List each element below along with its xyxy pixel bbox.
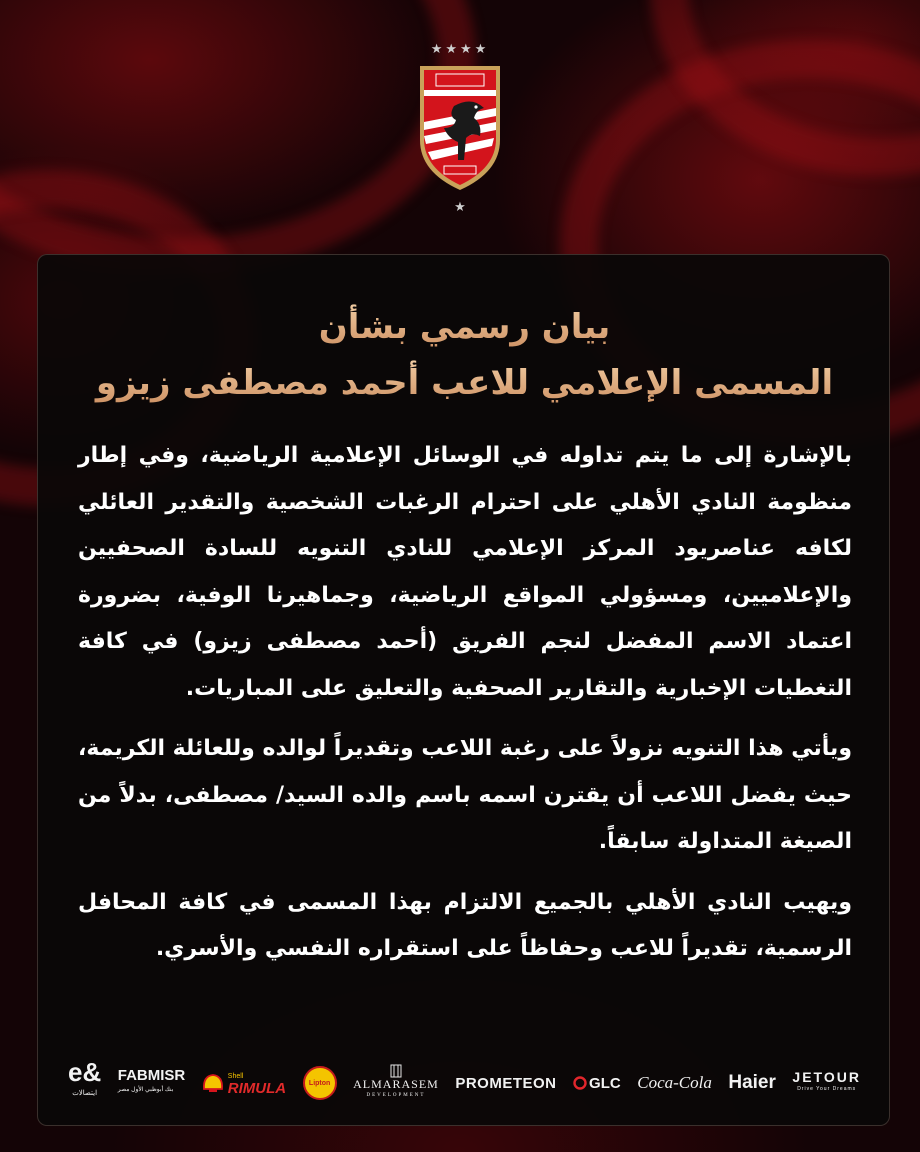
shell-top: Shell [227, 1073, 244, 1080]
sponsor-fabmisr-logo [118, 1068, 186, 1098]
sponsor-shell-rimula-logo [202, 1071, 286, 1095]
almarasem-name: ALMARASEM [353, 1077, 439, 1091]
almarasem-sub: DEVELOPMENT [366, 1093, 426, 1098]
lipton-name: Lipton [308, 1079, 331, 1087]
cocacola-name: Coca-Cola [637, 1073, 712, 1092]
club-crest [410, 42, 510, 217]
statement-title [38, 299, 891, 411]
crest-stars-top: ★★★★ [430, 42, 490, 57]
rimula-name: RIMULA [227, 1080, 287, 1097]
sponsor-glc-logo [573, 1075, 621, 1092]
sponsor-strip [68, 1057, 861, 1103]
paragraph-1: بالإشارة إلى ما يتم تداوله في الوسائل الإعلامية الرياضية، وفي إطار منظومة النادي الأهلي على احترام الرغبات الشخصية والتقدير العائلي لكافه عناصريود المركز الإعلامي للنادي التنويه للسادة الصحفيين والإعلاميين، ومسؤولي المواقع الرياضية، وجماهيرنا الوفية، بضرورة اعتماد الاسم المفضل لنجم الفريق (أحمد مصطفى زيزو) في كافة التغطيات الإخبارية والتقارير الصحفية والتعليق على المباريات. [78, 443, 852, 701]
sponsor-cocacola-logo [637, 1073, 712, 1093]
paragraph-3: ويهيب النادي الأهلي بالجميع الالتزام بهذا المسمى في كافة المحافل الرسمية، تقديراً للاعب وحفاظاً على استقراره النفسي والأسري. [78, 889, 852, 961]
jetour-sub: Drive Your Dreams [797, 1086, 857, 1092]
title-line-2: المسمى الإعلامي للاعب أحمد مصطفى زيزو [38, 355, 891, 411]
prometeon-name: PROMETEON [455, 1074, 557, 1092]
glc-ring-icon [573, 1076, 587, 1090]
sponsor-lipton-logo [303, 1066, 337, 1100]
paragraph-2: ويأتي هذا التنويه نزولاً على رغبة اللاعب وتقديراً لوالده وللعائلة الكريمة، حيث يفضل اللاعب أن يقترن اسمه باسم والده السيد/ مصطفى، بدلاً من الصيغة المتداولة سابقاً. [78, 736, 852, 854]
eand-sub: ايتصالات [72, 1090, 98, 1097]
sponsor-eand-logo [68, 1057, 102, 1105]
glc-name: GLC [589, 1074, 621, 1092]
jetour-name: JETOUR [792, 1069, 861, 1085]
almarasem-emblem-icon [389, 1064, 403, 1078]
shell-label [228, 1071, 286, 1095]
sponsor-haier-logo [728, 1072, 776, 1094]
statement-body [78, 433, 852, 987]
fabmisr-name: FABMISR [117, 1067, 186, 1084]
eagle-crest-icon [414, 62, 506, 194]
sponsor-jetour-logo [792, 1071, 861, 1095]
haier-name: Haier [728, 1072, 776, 1093]
crest-star-bottom: ★ [454, 200, 466, 215]
statement-card [37, 254, 890, 1126]
fabmisr-sub: بنك أبوظبي الأول مصر [117, 1087, 174, 1093]
title-line-1: بيان رسمي بشأن [38, 299, 891, 355]
shell-pecten-icon [202, 1073, 224, 1093]
sponsor-prometeon-logo [455, 1075, 556, 1092]
sponsor-almarasem-logo [353, 1064, 439, 1102]
eand-mark: e& [68, 1057, 102, 1087]
